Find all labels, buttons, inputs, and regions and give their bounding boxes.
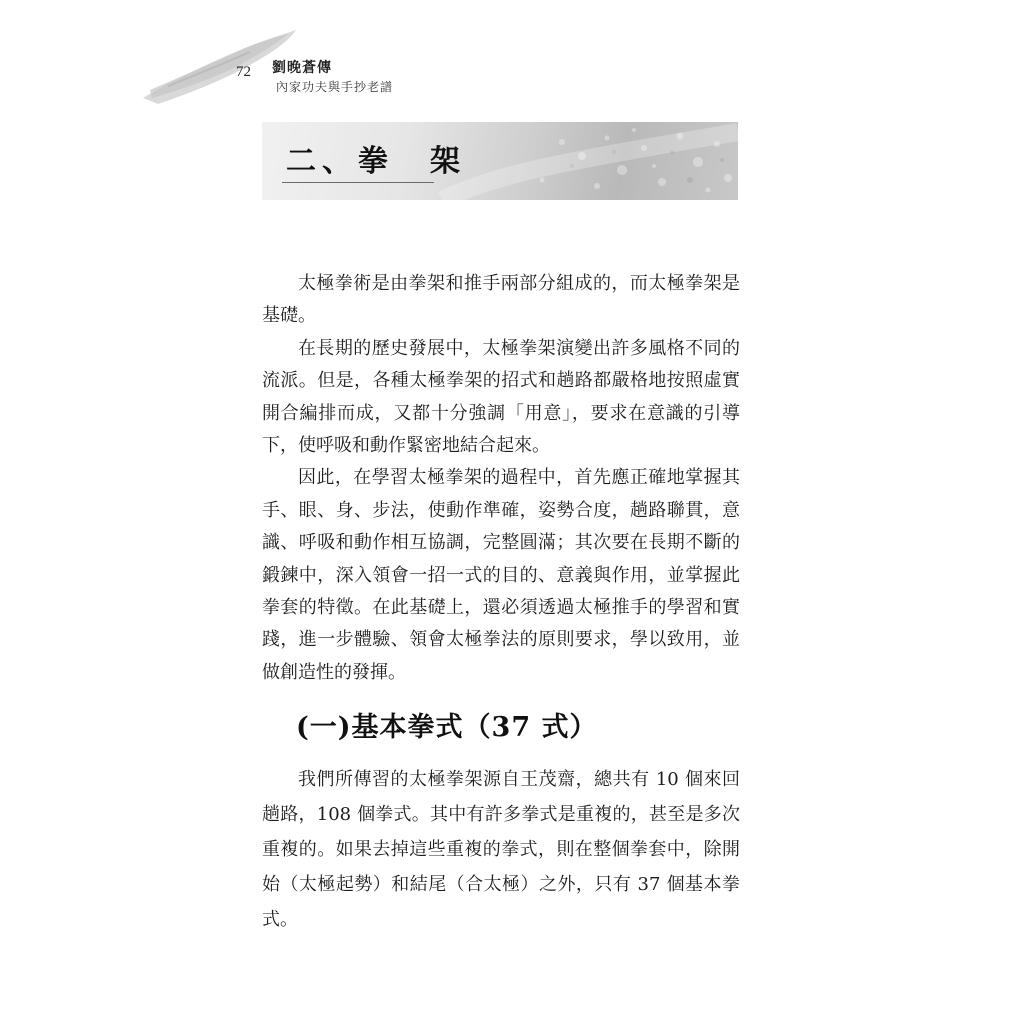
paragraph: 因此，在學習太極拳架的過程中，首先應正確地掌握其手、眼、身、步法，使動作準確，姿勢合度，趟路聯貫，意識、呼吸和動作相互協調，完整圓滿；其次要在長期不斷的鍛鍊中，深入領會一招一式的目的、意義與作用，並掌握此拳套的特徵。在此基礎上，還必須透過太極推手的學習和實踐，進一步體驗、領會太極拳法的原則要求，學以致用，並做創造性的發揮。 bbox=[262, 467, 740, 683]
paragraph: 我們所傳習的太極拳架源自王茂齋，總共有 10 個來回趟路，108 個拳式。其中有許多拳式是重複的，甚至是多次重複的。如果去掉這些重複的拳式，則在整個拳套中，除開始（太極起勢）和結尾（合太極）之外，只有 37 個基本拳式。 bbox=[262, 769, 740, 930]
running-header-title: 劉晚蒼傳 bbox=[272, 60, 332, 76]
running-header-subtitle: 內家功夫與手抄老譜 bbox=[276, 80, 394, 94]
body-text-subsection bbox=[262, 762, 740, 937]
banner-underline bbox=[282, 182, 434, 183]
page-number: 72 bbox=[236, 64, 251, 80]
subsection-heading: (一)基本拳式（37 式） bbox=[296, 712, 598, 743]
paragraph: 太極拳術是由拳架和推手兩部分組成的，而太極拳架是基礎。 bbox=[262, 273, 740, 327]
body-text bbox=[262, 268, 740, 689]
paragraph: 在長期的歷史發展中，太極拳架演變出許多風格不同的流派。但是，各種太極拳架的招式和趟路都嚴格地按照虛實開合編排而成，又都十分強調「用意」，要求在意識的引導下，使呼吸和動作緊密地結合起來。 bbox=[262, 337, 740, 457]
section-title: 二、拳 架 bbox=[286, 144, 466, 179]
section-banner bbox=[262, 122, 738, 200]
